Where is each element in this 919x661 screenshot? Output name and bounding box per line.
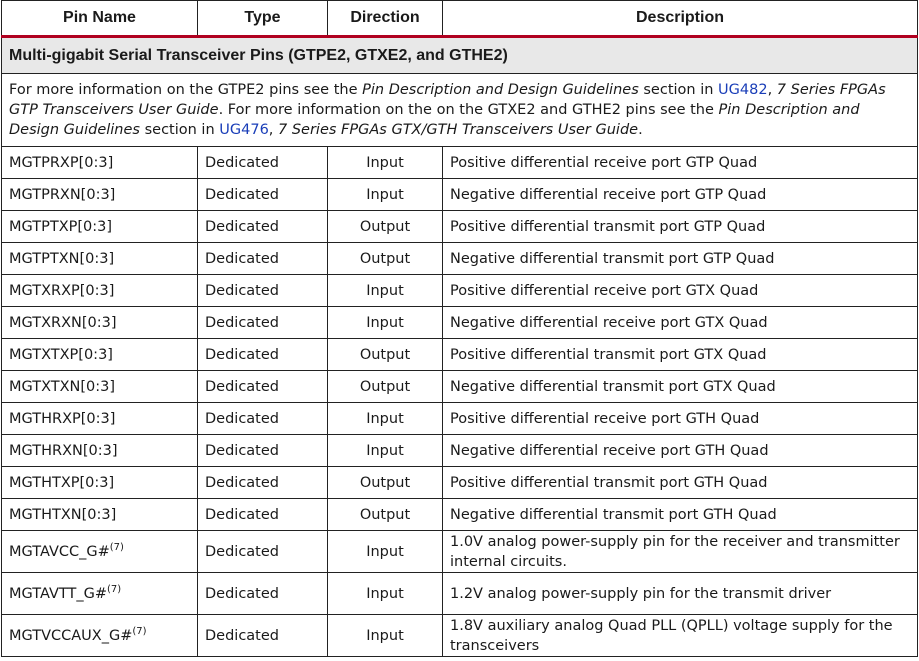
type-cell: Dedicated xyxy=(198,275,328,307)
table-row xyxy=(2,573,918,615)
description-cell: Positive differential transmit port GTH Quad xyxy=(443,467,918,499)
direction-cell: Output xyxy=(328,243,443,275)
type-cell: Dedicated xyxy=(198,615,328,657)
type-cell: Dedicated xyxy=(198,573,328,615)
pin-name: MGTXRXP[0:3] xyxy=(9,282,115,299)
pin-name: MGTHTXN[0:3] xyxy=(9,506,117,523)
direction-cell: Input xyxy=(328,307,443,339)
table-row xyxy=(2,403,918,435)
description-cell: Positive differential receive port GTX Quad xyxy=(443,275,918,307)
header-row xyxy=(2,1,918,37)
note-part: , xyxy=(268,122,279,138)
type-cell: Dedicated xyxy=(198,339,328,371)
pin-name-cell xyxy=(2,371,198,403)
pin-name-cell xyxy=(2,615,198,657)
table-row xyxy=(2,275,918,307)
type-cell: Dedicated xyxy=(198,371,328,403)
header-description: Description xyxy=(443,1,918,37)
table-row xyxy=(2,307,918,339)
pin-name: MGTHRXP[0:3] xyxy=(9,410,116,427)
table-row xyxy=(2,147,918,179)
direction-cell: Output xyxy=(328,371,443,403)
type-cell: Dedicated xyxy=(198,467,328,499)
pin-name-cell xyxy=(2,467,198,499)
type-cell: Dedicated xyxy=(198,147,328,179)
note-part: For more information on the GTPE2 pins see the xyxy=(9,82,363,98)
description-cell: 1.2V analog power-supply pin for the transmit driver xyxy=(443,573,918,615)
note-italic: Pin Description and Design Guidelines xyxy=(9,102,860,138)
direction-cell: Input xyxy=(328,275,443,307)
direction-cell: Input xyxy=(328,435,443,467)
direction-cell: Input xyxy=(328,403,443,435)
note-part: , xyxy=(767,82,777,98)
note-part: . xyxy=(638,122,643,138)
pin-name-cell xyxy=(2,211,198,243)
description-cell: Positive differential transmit port GTP Quad xyxy=(443,211,918,243)
description-cell: Negative differential receive port GTX Quad xyxy=(443,307,918,339)
pin-name: MGTAVTT_G# xyxy=(9,585,107,602)
header-type: Type xyxy=(198,1,328,37)
pin-name-cell xyxy=(2,307,198,339)
description-cell: Positive differential receive port GTP Quad xyxy=(443,147,918,179)
pin-name-cell xyxy=(2,435,198,467)
type-cell: Dedicated xyxy=(198,499,328,531)
description-cell: Negative differential transmit port GTX Quad xyxy=(443,371,918,403)
footnote-ref: (7) xyxy=(109,541,124,553)
direction-cell: Input xyxy=(328,573,443,615)
pin-name: MGTPRXN[0:3] xyxy=(9,186,116,203)
type-cell: Dedicated xyxy=(198,307,328,339)
pin-name-cell xyxy=(2,573,198,615)
footnote-ref: (7) xyxy=(132,625,147,637)
table-row xyxy=(2,243,918,275)
pin-name: MGTHTXP[0:3] xyxy=(9,474,115,491)
direction-cell: Output xyxy=(328,211,443,243)
pin-name-cell xyxy=(2,403,198,435)
pin-name: MGTPRXP[0:3] xyxy=(9,154,114,171)
type-cell: Dedicated xyxy=(198,243,328,275)
note-italic: 7 Series FPGAs GTX/GTH Transceivers User Guide xyxy=(278,122,639,138)
table-row xyxy=(2,615,918,657)
note-part: section in xyxy=(139,122,220,138)
section-title: Multi-gigabit Serial Transceiver Pins (GTPE2, GTXE2, and GTHE2) xyxy=(2,37,918,74)
note-part: . For more information on the on the GTXE2 and GTHE2 pins see the xyxy=(218,102,719,118)
header-direction: Direction xyxy=(328,1,443,37)
description-cell: 1.8V auxiliary analog Quad PLL (QPLL) voltage supply for the transceivers xyxy=(443,615,918,657)
note-italic: 7 Series FPGAs GTP Transceivers User Guide xyxy=(9,82,886,118)
pin-name: MGTAVCC_G# xyxy=(9,543,110,560)
pin-table xyxy=(1,0,918,657)
pin-name: MGTVCCAUX_G# xyxy=(9,627,133,644)
type-cell: Dedicated xyxy=(198,403,328,435)
note-part: section in xyxy=(638,82,719,98)
note-italic: Pin Description and Design Guidelines xyxy=(362,82,639,98)
pin-name-cell xyxy=(2,243,198,275)
direction-cell: Input xyxy=(328,147,443,179)
pin-name-cell xyxy=(2,531,198,573)
description-cell: Negative differential receive port GTP Quad xyxy=(443,179,918,211)
table-row xyxy=(2,371,918,403)
ug476-link[interactable]: UG476 xyxy=(219,122,269,138)
direction-cell: Input xyxy=(328,615,443,657)
pin-name: MGTXTXP[0:3] xyxy=(9,346,113,363)
direction-cell: Output xyxy=(328,467,443,499)
type-cell: Dedicated xyxy=(198,179,328,211)
pin-name-cell xyxy=(2,499,198,531)
table-row xyxy=(2,467,918,499)
table-row xyxy=(2,435,918,467)
header-pin-name: Pin Name xyxy=(2,1,198,37)
footnote-ref: (7) xyxy=(106,583,122,595)
description-cell: Positive differential transmit port GTX Quad xyxy=(443,339,918,371)
pin-name-cell xyxy=(2,179,198,211)
note-row xyxy=(2,74,918,147)
section-title-row xyxy=(2,37,918,74)
pin-name: MGTPTXP[0:3] xyxy=(9,218,113,235)
pin-name: MGTPTXN[0:3] xyxy=(9,250,115,267)
description-cell: Positive differential receive port GTH Quad xyxy=(443,403,918,435)
pin-name-cell xyxy=(2,275,198,307)
description-cell: Negative differential receive port GTH Quad xyxy=(443,435,918,467)
direction-cell: Input xyxy=(328,179,443,211)
type-cell: Dedicated xyxy=(198,211,328,243)
ug482-link[interactable]: UG482 xyxy=(718,82,768,98)
direction-cell: Output xyxy=(328,499,443,531)
pin-name: MGTHRXN[0:3] xyxy=(9,442,118,459)
pin-name-cell xyxy=(2,339,198,371)
pin-name: MGTXTXN[0:3] xyxy=(9,378,116,395)
pin-name-cell xyxy=(2,147,198,179)
direction-cell: Output xyxy=(328,339,443,371)
description-cell: Negative differential transmit port GTH Quad xyxy=(443,499,918,531)
description-cell: 1.0V analog power-supply pin for the receiver and transmitter internal circuits. xyxy=(443,531,918,573)
table-row xyxy=(2,179,918,211)
note-text xyxy=(2,74,918,147)
table-row xyxy=(2,531,918,573)
type-cell: Dedicated xyxy=(198,435,328,467)
pin-name: MGTXRXN[0:3] xyxy=(9,314,117,331)
direction-cell: Input xyxy=(328,531,443,573)
type-cell: Dedicated xyxy=(198,531,328,573)
table-row xyxy=(2,499,918,531)
table-row xyxy=(2,339,918,371)
table-row xyxy=(2,211,918,243)
description-cell: Negative differential transmit port GTP Quad xyxy=(443,243,918,275)
